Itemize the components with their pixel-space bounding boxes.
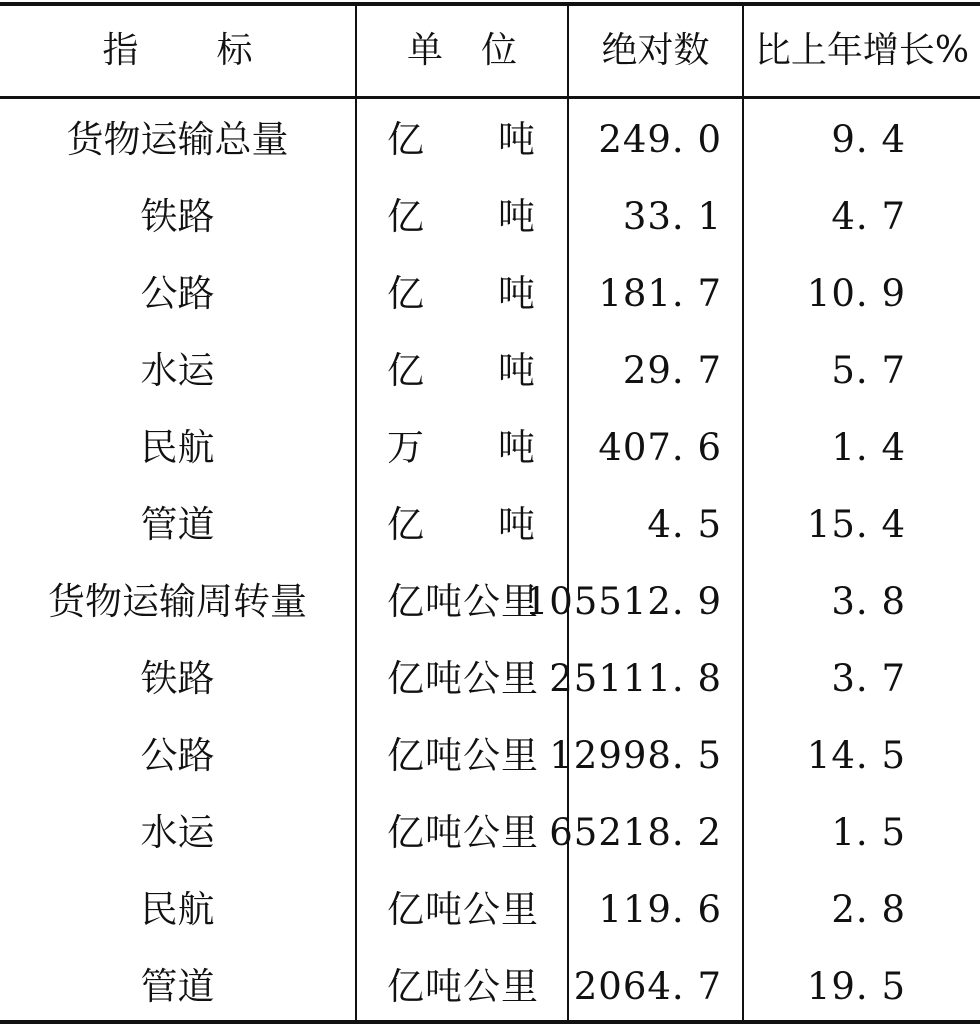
unit-magnitude: 亿 <box>387 195 424 238</box>
absolute-value-cell: 25111. 8 <box>549 657 722 700</box>
unit-measure: 吨 <box>498 349 535 392</box>
unit-label: 亿吨公里 <box>387 580 539 623</box>
unit-label: 亿吨公里 <box>387 965 539 1008</box>
unit-cell <box>357 640 567 717</box>
unit-label: 亿吨公里 <box>387 811 539 854</box>
indicator-cell: 公路 <box>140 734 215 777</box>
indicator-cell: 水运 <box>140 811 215 854</box>
table-row <box>0 794 980 871</box>
header-indicator-char: 指 <box>102 30 139 71</box>
unit-label: 亿吨公里 <box>387 734 539 777</box>
growth-percent-cell: 19. 5 <box>806 965 906 1008</box>
table-row <box>0 409 980 486</box>
growth-percent-cell: 14. 5 <box>806 734 906 777</box>
indicator-cell: 公路 <box>140 272 215 315</box>
absolute-value-cell: 407. 6 <box>598 426 722 469</box>
unit-cell <box>357 178 567 255</box>
unit-cell <box>357 794 567 871</box>
absolute-value-cell: 181. 7 <box>598 272 722 315</box>
header-growth: 比上年增长% <box>754 30 970 71</box>
growth-percent-cell: 4. 7 <box>831 195 906 238</box>
table-row <box>0 563 980 640</box>
growth-percent-cell: 9. 4 <box>831 118 906 161</box>
table-row <box>0 332 980 409</box>
indicator-cell: 货物运输周转量 <box>48 580 307 623</box>
unit-label: 亿吨公里 <box>387 888 539 931</box>
absolute-value-cell: 29. 7 <box>622 349 722 392</box>
table-row <box>0 948 980 1025</box>
absolute-value-cell: 119. 6 <box>598 888 722 931</box>
header-indicator-char: 标 <box>216 30 253 71</box>
header-unit-char: 位 <box>480 30 517 71</box>
absolute-value-cell: 65218. 2 <box>549 811 722 854</box>
unit-cell <box>357 871 567 948</box>
absolute-value-cell: 2064. 7 <box>573 965 722 1008</box>
growth-percent-cell: 15. 4 <box>806 503 906 546</box>
growth-percent-cell: 1. 5 <box>831 811 906 854</box>
unit-measure: 吨 <box>498 426 535 469</box>
unit-magnitude: 亿 <box>387 272 424 315</box>
unit-measure: 吨 <box>498 272 535 315</box>
table-row <box>0 101 980 178</box>
unit-cell <box>357 948 567 1025</box>
header-indicator <box>0 6 355 96</box>
growth-percent-cell: 2. 8 <box>831 888 906 931</box>
table-row <box>0 178 980 255</box>
absolute-value-cell: 105512. 9 <box>524 580 722 623</box>
unit-cell <box>357 409 567 486</box>
table-row <box>0 255 980 332</box>
table-row <box>0 640 980 717</box>
unit-cell <box>357 255 567 332</box>
indicator-cell: 民航 <box>140 888 215 931</box>
absolute-value-cell: 12998. 5 <box>549 734 722 777</box>
table-row <box>0 486 980 563</box>
unit-cell <box>357 332 567 409</box>
header-rule <box>0 96 980 99</box>
unit-magnitude: 万 <box>387 426 424 469</box>
table-row <box>0 717 980 794</box>
growth-percent-cell: 3. 8 <box>831 580 906 623</box>
absolute-value-cell: 249. 0 <box>598 118 722 161</box>
unit-measure: 吨 <box>498 118 535 161</box>
unit-magnitude: 亿 <box>387 118 424 161</box>
unit-measure: 吨 <box>498 195 535 238</box>
absolute-value-cell: 4. 5 <box>647 503 722 546</box>
unit-cell <box>357 486 567 563</box>
indicator-cell: 管道 <box>140 503 215 546</box>
indicator-cell: 水运 <box>140 349 215 392</box>
unit-magnitude: 亿 <box>387 349 424 392</box>
growth-percent-cell: 1. 4 <box>831 426 906 469</box>
indicator-cell: 铁路 <box>140 195 215 238</box>
indicator-cell: 管道 <box>140 965 215 1008</box>
growth-percent-cell: 10. 9 <box>806 272 906 315</box>
growth-percent-cell: 5. 7 <box>831 349 906 392</box>
header-unit-char: 单 <box>407 30 444 71</box>
indicator-cell: 民航 <box>140 426 215 469</box>
unit-magnitude: 亿 <box>387 503 424 546</box>
unit-label: 亿吨公里 <box>387 657 539 700</box>
indicator-cell: 货物运输总量 <box>66 118 289 161</box>
absolute-value-cell: 33. 1 <box>622 195 722 238</box>
indicator-cell: 铁路 <box>140 657 215 700</box>
unit-cell <box>357 717 567 794</box>
table-header-row <box>0 6 980 96</box>
header-unit <box>357 6 567 96</box>
unit-measure: 吨 <box>498 503 535 546</box>
growth-percent-cell: 3. 7 <box>831 657 906 700</box>
unit-cell <box>357 101 567 178</box>
header-absolute: 绝对数 <box>601 30 710 71</box>
table-row <box>0 871 980 948</box>
